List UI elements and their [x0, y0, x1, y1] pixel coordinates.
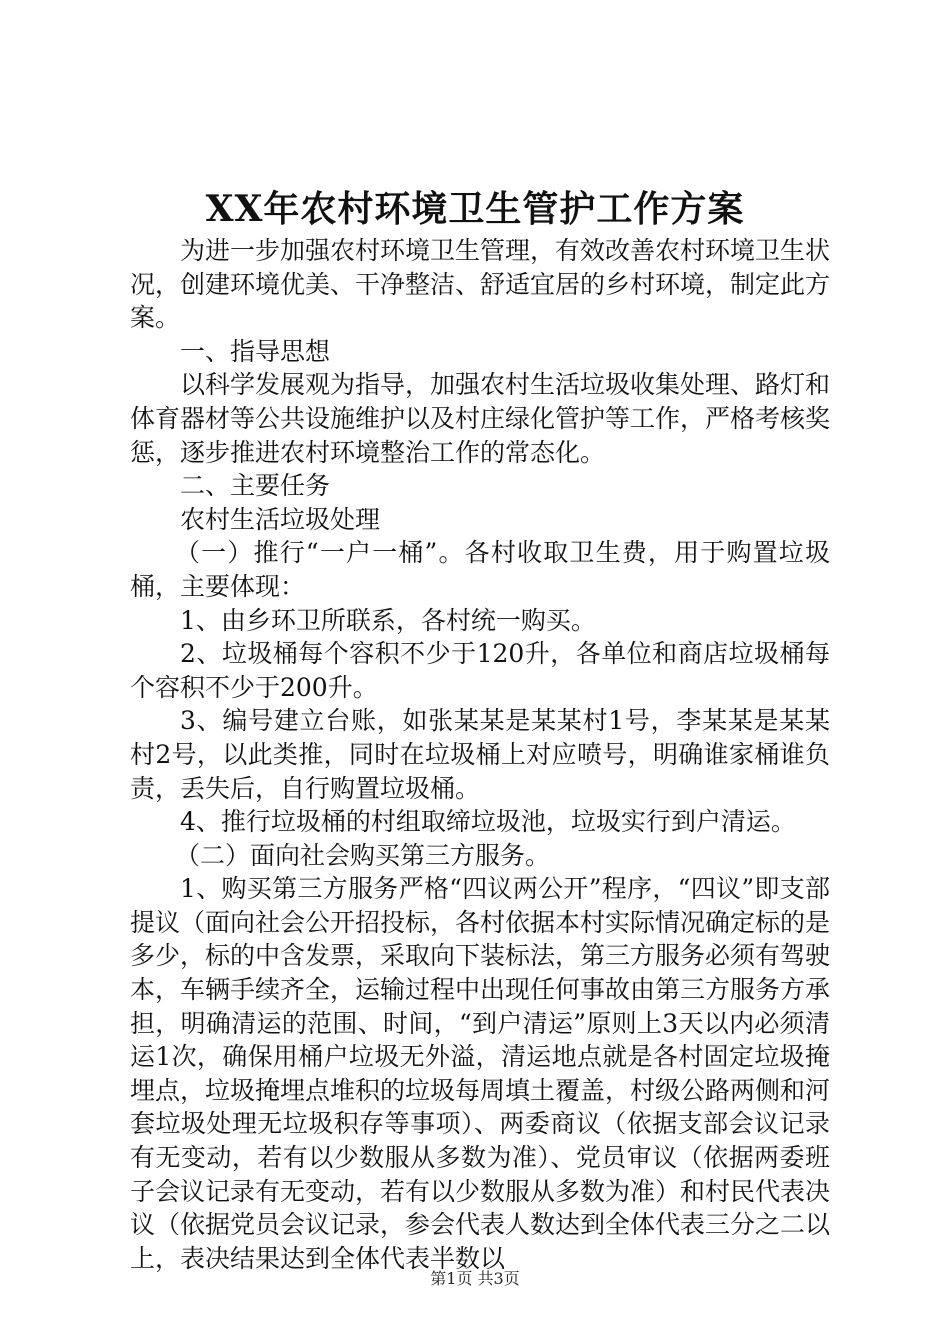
page-footer: 第1页 共3页: [430, 1269, 520, 1288]
list-item-1: 1、由乡环卫所联系，各村统一购买。: [180, 605, 596, 635]
subheading-garbage-handling: 农村生活垃圾处理: [180, 504, 381, 534]
third-party-list-item-1: 1、购买第三方服务严格“四议两公开”程序，“四议”即支部提议（面向社会公开招投标，各村依据本村实际情况确定标的是多少，标的中含发票，采取向下装标法，第三方服务必须有驾驶本，车辆手续齐全，运输过程中出现任何事故由第三方服务方承担，明确清运的范围、时间，“到户清运”原则上3天以内必须清运1次，确保用桶户垃圾无外溢，清运地点就是各村固定垃圾掩埋点，垃圾掩埋点堆积的垃圾每周填土覆盖，村级公路两侧和河套垃圾处理无垃圾积存等事项）、两委商议（依据支部会议记录有无变动，若有以少数服从多数为准）、党员审议（依据两委班子会议记录有无变动，若有以少数服从多数为准）和村民代表决议（依据党员会议记录，参会代表人数达到全体代表三分之二以上，表决结果达到全体代表半数以: [130, 874, 831, 1273]
section-heading-guiding-ideology: 一、指导思想: [180, 336, 331, 366]
item-one-household-one-bin: （一）推行“一户一桶”。各村收取卫生费，用于购置垃圾桶，主要体现：: [130, 538, 830, 601]
section-heading-main-tasks: 二、主要任务: [180, 471, 331, 501]
list-item-2: 2、垃圾桶每个容积不少于120升，各单位和商店垃圾桶每个容积不少于200升。: [130, 639, 830, 702]
list-item-3: 3、编号建立台账，如张某某是某某村1号，李某某是某某村2号，以此类推，同时在垃圾桶上对应喷号，明确谁家桶谁负责，丢失后，自行购置垃圾桶。: [130, 706, 830, 803]
item-third-party-service: （二）面向社会购买第三方服务。: [175, 840, 551, 870]
document-body: [130, 234, 830, 1275]
guiding-ideology-paragraph: 以科学发展观为指导，加强农村生活垃圾收集处理、路灯和体育器材等公共设施维护以及村庄绿化管护等工作，严格考核奖惩，逐步推进农村环境整治工作的常态化。: [130, 370, 831, 467]
list-item-4: 4、推行垃圾桶的村组取缔垃圾池，垃圾实行到户清运。: [180, 807, 796, 837]
document-title: XX年农村环境卫生管护工作方案: [205, 188, 745, 230]
intro-paragraph: 为进一步加强农村环境卫生管理，有效改善农村环境卫生状况，创建环境优美、干净整洁、舒适宜居的乡村环境，制定此方案。: [130, 236, 831, 333]
